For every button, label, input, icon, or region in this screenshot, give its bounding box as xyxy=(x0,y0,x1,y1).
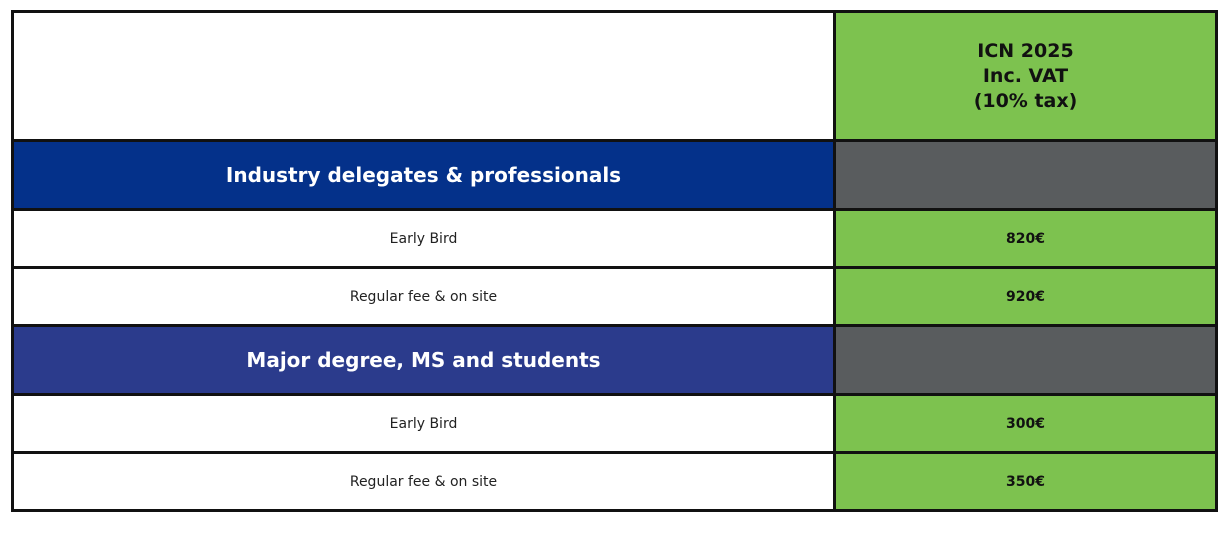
section-price-placeholder xyxy=(835,141,1217,210)
section-row-industry xyxy=(13,141,1217,210)
fee-price: 820€ xyxy=(835,210,1217,268)
fee-label: Early Bird xyxy=(13,210,835,268)
fee-label: Regular fee & on site xyxy=(13,453,835,511)
price-column-header xyxy=(835,12,1217,141)
fee-price: 920€ xyxy=(835,268,1217,326)
fee-price: 300€ xyxy=(835,395,1217,453)
registration-fee-table xyxy=(11,10,1218,512)
section-row-students xyxy=(13,326,1217,395)
table-row xyxy=(13,453,1217,511)
table-row xyxy=(13,210,1217,268)
table-row xyxy=(13,395,1217,453)
price-header-event: ICN 2025 xyxy=(977,39,1074,62)
price-header-vat: Inc. VAT xyxy=(982,64,1069,87)
fee-label: Regular fee & on site xyxy=(13,268,835,326)
section-title-industry: Industry delegates & professionals xyxy=(13,141,835,210)
price-header-tax: (10% tax) xyxy=(973,89,1078,112)
fee-price: 350€ xyxy=(835,453,1217,511)
table-header-row xyxy=(13,12,1217,141)
section-price-placeholder xyxy=(835,326,1217,395)
section-title-students: Major degree, MS and students xyxy=(13,326,835,395)
fee-label: Early Bird xyxy=(13,395,835,453)
header-empty-cell xyxy=(13,12,835,141)
table-row xyxy=(13,268,1217,326)
